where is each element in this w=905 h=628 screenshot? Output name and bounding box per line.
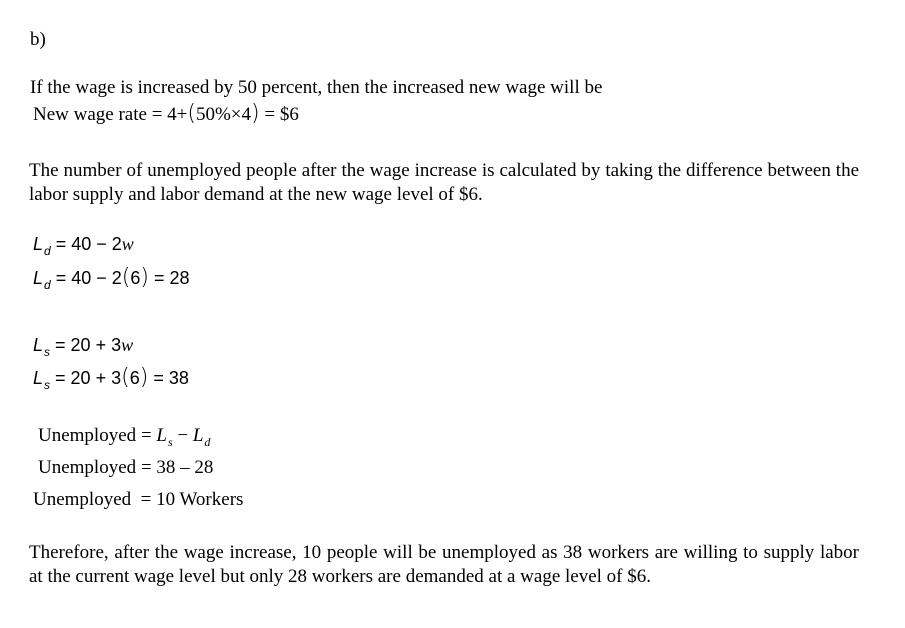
- ls-calc-subscript: s: [44, 378, 51, 392]
- ld-subscript: d: [44, 244, 51, 258]
- labor-demand-formula: [33, 233, 134, 257]
- new-wage-base: 4+: [167, 104, 188, 125]
- ls-formula-var: w: [121, 335, 134, 355]
- ld-formula-var: w: [121, 234, 134, 254]
- ls-calc-symbol: L: [33, 368, 44, 388]
- part-label: b): [30, 29, 46, 50]
- new-wage-equation: [33, 103, 299, 126]
- ld-calc-result: = 28: [154, 268, 190, 288]
- ls-calc-paren-open: (: [121, 365, 130, 390]
- ls-calc-paren-close: ): [139, 365, 149, 390]
- labor-demand-calculation: [33, 267, 190, 291]
- new-wage-paren-open: (: [187, 101, 196, 126]
- unemployed-minus: −: [172, 425, 193, 446]
- ld-formula-rhs: = 40 − 2: [55, 234, 122, 254]
- unemployed-ld: L: [192, 425, 204, 446]
- unemployed-definition: [38, 425, 210, 448]
- ls-subscript: s: [44, 345, 51, 359]
- ls-formula-rhs: = 20 + 3: [55, 335, 122, 355]
- ld-calc-value: 6: [130, 268, 141, 288]
- unemployed-ld-sub: d: [204, 435, 211, 449]
- explanation-paragraph: The number of unemployed people after the wage increase is calculated by taking the difference between the labor supply and labor demand at the new wage level of $6.: [29, 160, 859, 205]
- unemployed-ls-sub: s: [167, 435, 173, 449]
- ld-calc-rhs: = 40 − 2: [55, 268, 122, 288]
- intro-text: If the wage is increased by 50 percent, then the increased new wage will be: [30, 77, 603, 98]
- ld-calc-symbol: L: [33, 268, 44, 288]
- ld-symbol: L: [33, 234, 44, 254]
- unemployed-ls: L: [156, 425, 167, 446]
- unemployed-label: Unemployed: [38, 425, 137, 446]
- unemployed-result: Unemployed = 10 Workers: [33, 489, 244, 510]
- ld-calc-paren-open: (: [121, 265, 131, 290]
- ls-calc-rhs: = 20 + 3: [55, 368, 122, 388]
- ld-calc-subscript: d: [44, 278, 51, 292]
- ld-calc-paren-close: ): [140, 265, 149, 290]
- new-wage-label: New wage rate: [33, 104, 147, 125]
- new-wage-result: = $6: [264, 104, 299, 125]
- unemployed-equals: =: [136, 425, 157, 446]
- ls-symbol: L: [33, 335, 44, 355]
- labor-supply-formula: [33, 334, 133, 358]
- unemployed-calculation: Unemployed = 38 – 28: [38, 457, 214, 478]
- labor-supply-calculation: [33, 367, 189, 391]
- new-wage-inner: 50%×4: [195, 104, 252, 125]
- new-wage-paren-close: ): [251, 101, 260, 126]
- ls-calc-result: = 38: [153, 368, 189, 388]
- new-wage-equals: =: [151, 104, 163, 125]
- ls-calc-value: 6: [129, 368, 140, 388]
- conclusion-paragraph: Therefore, after the wage increase, 10 people will be unemployed as 38 workers are willing to supply labor at the current wage level but only 28 workers are demanded at a wage level of $6.: [29, 542, 859, 587]
